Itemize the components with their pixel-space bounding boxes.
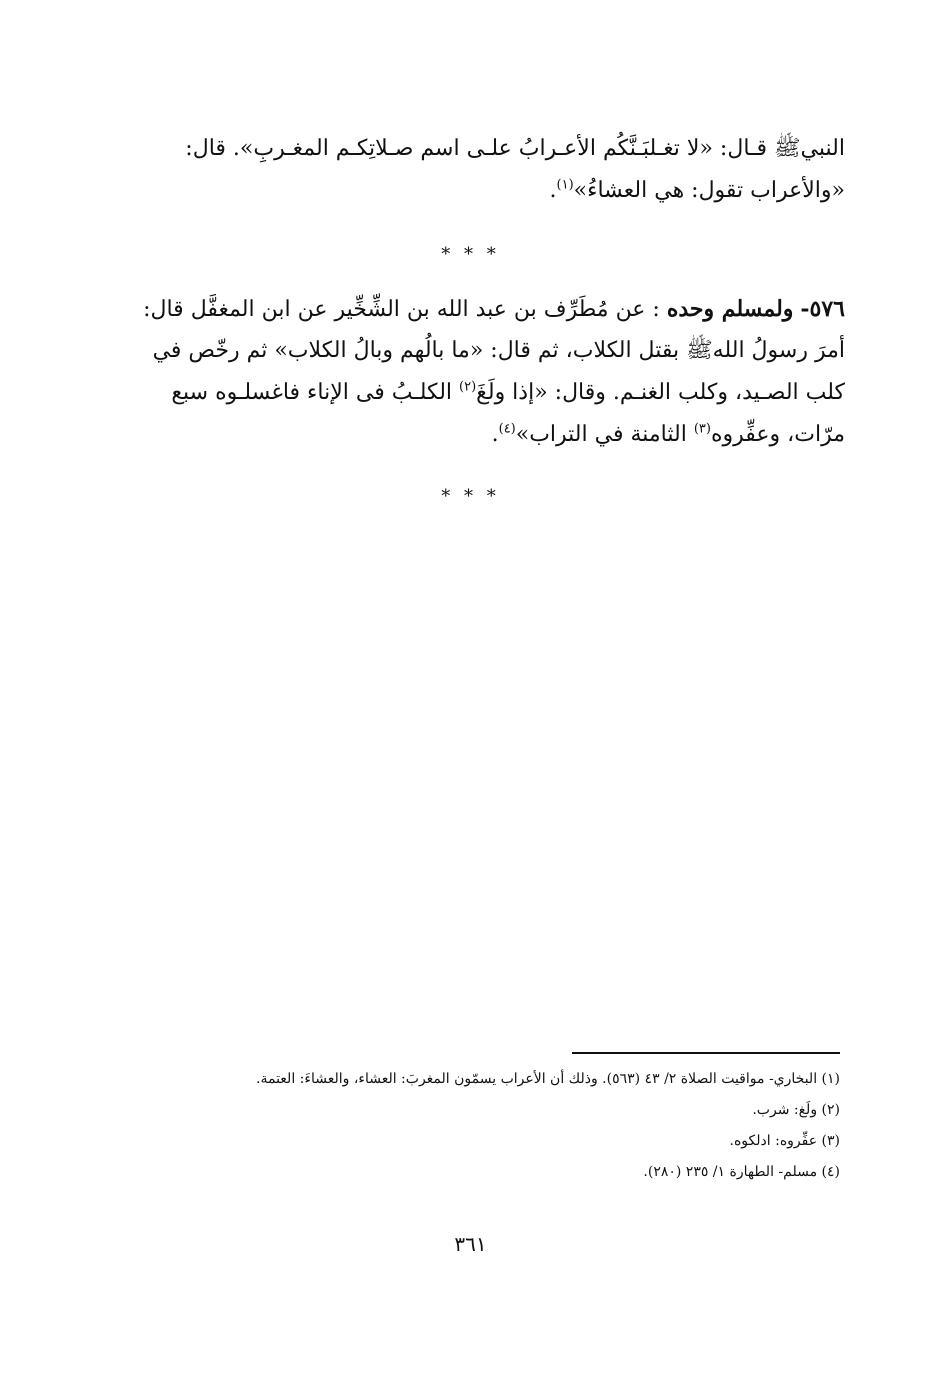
footnote: (٤) مسلم- الطهارة ١/ ٢٣٥ (٢٨٠). bbox=[643, 1164, 840, 1180]
text-line bbox=[100, 372, 845, 414]
footnote: (٢) ولَغ: شرب. bbox=[752, 1102, 840, 1118]
punctuation: . bbox=[549, 178, 557, 203]
footnote-ref: (٣) bbox=[693, 421, 711, 437]
hadith-number: ٥٧٦- bbox=[800, 296, 845, 322]
hadith-text: : عن مُطَرِّف بن عبد الله بن الشِّخِّير عن ابن المغفَّل قال: bbox=[143, 297, 660, 322]
section-divider: * * * bbox=[441, 486, 500, 507]
footnotes bbox=[100, 1064, 840, 1188]
text-line: أمرَ رسولُ اللهﷺ بقتل الكلاب، ثم قال: «ما بالُهم وبالُ الكلاب» ثم رخّص في bbox=[152, 338, 845, 363]
hadith-text: الكلـبُ فى الإناء فاغسلـوه سبع bbox=[171, 380, 460, 405]
hadith-paragraph bbox=[100, 288, 845, 456]
footnote: (١) البخاري- مواقيت الصلاة ٢/ ٤٣ (٥٦٣). وذلك أن الأعراب يسمّون المغربَ: العشاء، والعشاءَ: العتمة. bbox=[256, 1071, 840, 1087]
hadith-source: ولمسلم وحده bbox=[666, 296, 794, 322]
footnote-separator bbox=[572, 1052, 840, 1054]
page-number: ٣٦١ bbox=[454, 1232, 487, 1256]
continuation-paragraph bbox=[100, 128, 845, 212]
hadith-text: مرّات، وعفِّروه bbox=[710, 422, 845, 447]
footnote-ref: (٤) bbox=[498, 421, 516, 437]
hadith-text: كلب الصـيد، وكلب الغنـم. وقال: «إذا ولَغَ bbox=[476, 380, 845, 405]
text-line bbox=[100, 414, 845, 456]
footnote: (٣) عفِّروه: ادلكوه. bbox=[729, 1133, 840, 1149]
section-divider: * * * bbox=[441, 244, 500, 265]
text-line bbox=[100, 288, 845, 330]
quote-text: «والأعراب تقول: هي العشاءُ» bbox=[573, 178, 845, 203]
punctuation: . bbox=[491, 422, 499, 447]
footnote-ref: (١) bbox=[556, 177, 574, 193]
footnote-ref: (٢) bbox=[459, 379, 477, 395]
hadith-text: الثامنة في التراب» bbox=[515, 422, 694, 447]
text-line bbox=[100, 170, 845, 212]
text-line: النبيﷺ قـال: «لا تغـلبَـنَّكُم الأعـرابُ علـى اسم صـلاتِكـم المغـربِ». قال: bbox=[185, 136, 845, 161]
